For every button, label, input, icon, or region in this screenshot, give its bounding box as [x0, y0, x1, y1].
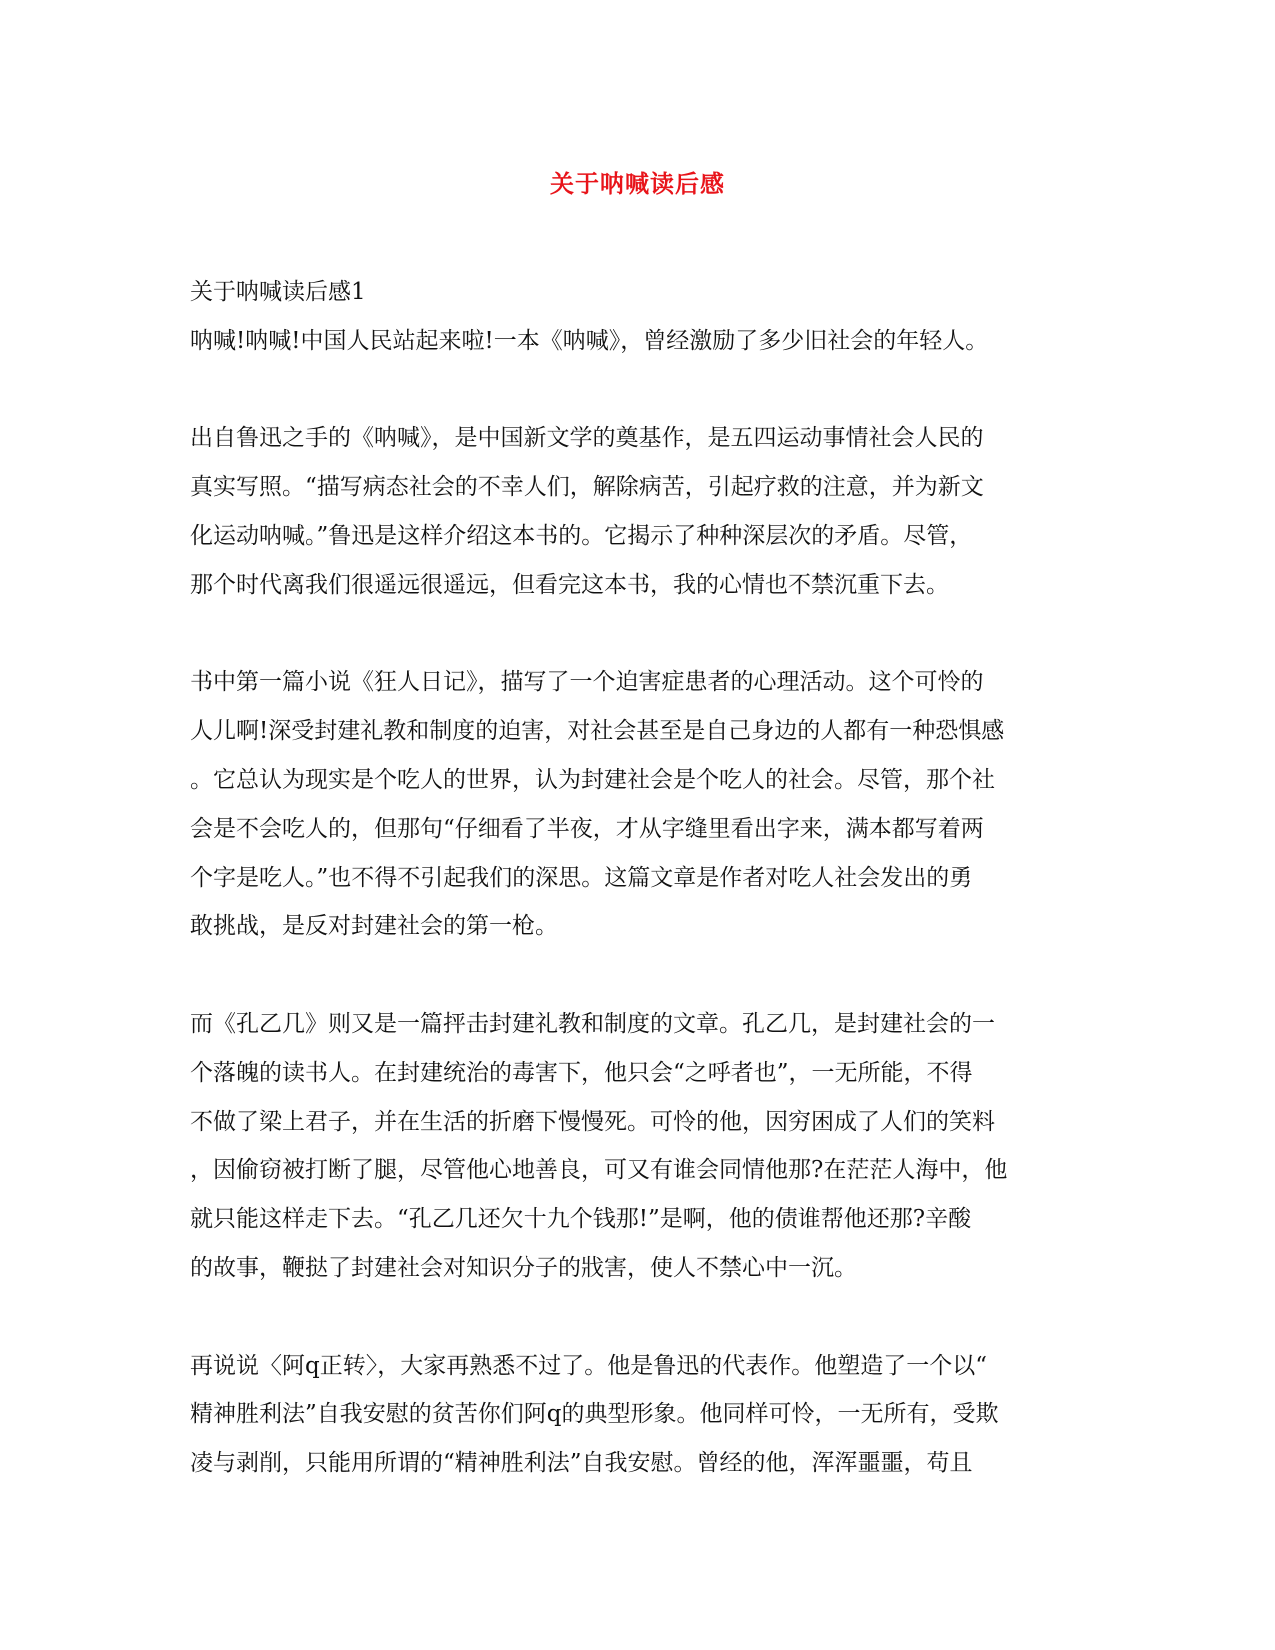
text-line: ，因偷窃被打断了腿，尽管他心地善良，可又有谁会同情他那?在茫茫人海中，他 — [190, 1157, 1008, 1184]
paragraph — [190, 414, 1082, 609]
text-line: 呐喊!呐喊!中国人民站起来啦!一本《呐喊》，曾经激励了多少旧社会的年轻人。 — [190, 327, 989, 354]
document-body — [190, 268, 1082, 1488]
paragraph-gap — [190, 1293, 1082, 1342]
paragraph-gap — [190, 366, 1082, 415]
text-line: 书中第一篇小说《狂人日记》，描写了一个迫害症患者的心理活动。这个可怜的 — [190, 669, 984, 696]
text-line: 敢挑战，是反对封建社会的第一枪。 — [190, 913, 558, 940]
paragraph — [190, 1342, 1082, 1488]
text-line: 真实写照。“描写病态社会的不幸人们，解除病苦，引起疗救的注意，并为新文 — [190, 474, 984, 501]
text-line: 人儿啊!深受封建礼教和制度的迫害，对社会甚至是自己身边的人都有一种恐惧感 — [190, 718, 1005, 745]
text-line: 再说说〈阿q正转〉，大家再熟悉不过了。他是鲁迅的代表作。他塑造了一个以“ — [190, 1352, 987, 1379]
text-line: 而《孔乙几》则又是一篇抨击封建礼教和制度的文章。孔乙几，是封建社会的一 — [190, 1010, 995, 1037]
text-line: 化运动呐喊。”鲁迅是这样介绍这本书的。它揭示了种种深层次的矛盾。尽管， — [190, 522, 973, 549]
section-heading: 关于呐喊读后感1 — [190, 279, 366, 305]
text-line: 个落魄的读书人。在封建统治的毒害下，他只会“之呼者也”，一无所能，不得 — [190, 1059, 973, 1086]
paragraph — [190, 658, 1082, 951]
paragraph-gap — [190, 610, 1082, 659]
document-title: 关于呐喊读后感 — [550, 169, 725, 198]
text-line: 就只能这样走下去。“孔乙几还欠十九个钱那!”是啊，他的债谁帮他还那?辛酸 — [190, 1206, 972, 1233]
text-line: 那个时代离我们很遥远很遥远，但看完这本书，我的心情也不禁沉重下去。 — [190, 571, 949, 598]
text-line: 。它总认为现实是个吃人的世界，认为封建社会是个吃人的社会。尽管，那个社 — [190, 766, 995, 793]
paragraph — [190, 1000, 1082, 1293]
text-line: 凌与剥削，只能用所谓的“精神胜利法”自我安慰。曾经的他，浑浑噩噩，苟且 — [190, 1450, 973, 1477]
paragraph — [190, 317, 1082, 366]
text-line: 的故事，鞭挞了封建社会对知识分子的戕害，使人不禁心中一沉。 — [190, 1254, 857, 1281]
text-line: 出自鲁迅之手的《呐喊》，是中国新文学的奠基作，是五四运动事情社会人民的 — [190, 425, 984, 452]
text-line: 精神胜利法”自我安慰的贫苦你们阿q的典型形象。他同样可怜，一无所有，受欺 — [190, 1401, 999, 1428]
paragraph-gap — [190, 951, 1082, 1000]
text-line: 个字是吃人。”也不得不引起我们的深思。这篇文章是作者对吃人社会发出的勇 — [190, 864, 973, 891]
text-line: 会是不会吃人的，但那句“仔细看了半夜，才从字缝里看出字来，满本都写着两 — [190, 815, 984, 842]
text-line: 不做了梁上君子，并在生活的折磨下慢慢死。可怜的他，因穷困成了人们的笑料 — [190, 1108, 995, 1135]
